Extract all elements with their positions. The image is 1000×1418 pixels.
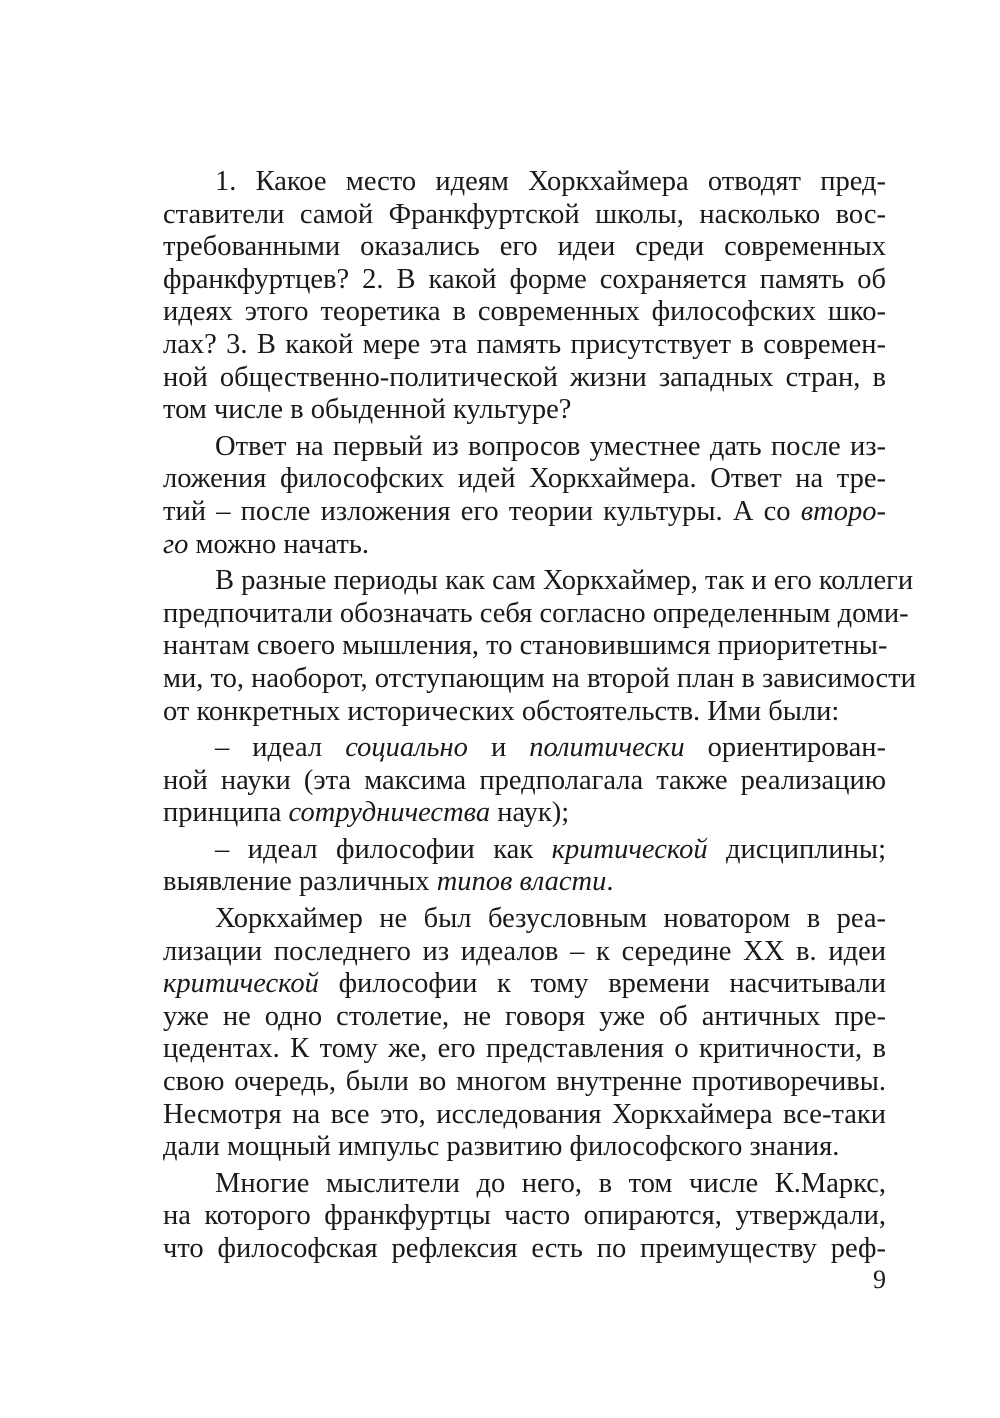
page-body <box>163 166 916 1266</box>
text-line <box>163 496 886 529</box>
text-run: выявление различных <box>163 866 437 898</box>
text-line: ставители самой Франкфуртской школы, насколько вос- <box>163 198 886 230</box>
text-line: лах? 3. В какой мере эта память присутствует в современ- <box>163 328 886 360</box>
text-run: – идеал философии как <box>215 833 552 865</box>
text-run: наук); <box>490 797 570 829</box>
text-line: 1. Какое место идеям Хоркхаймера отводят пред- <box>215 166 886 197</box>
paragraph-2 <box>163 431 886 561</box>
text-line <box>163 732 886 765</box>
text-run: и <box>467 732 530 764</box>
text-run: принципа <box>163 797 289 829</box>
text-line: на которого франкфуртцы часто опираются, утверждали, <box>163 1200 886 1232</box>
paragraph-1 <box>163 166 886 427</box>
text-line <box>163 797 886 830</box>
text-line: что философская рефлексия есть по преимуществу реф- <box>163 1233 886 1264</box>
text-line <box>163 834 886 867</box>
italic-run: типов власти <box>436 866 607 898</box>
text-line: том числе в обыденной культуре? <box>163 394 572 426</box>
paragraph-3 <box>163 565 916 728</box>
text-run: дисциплины; <box>707 833 887 865</box>
page-number: 9 <box>873 1265 886 1294</box>
italic-run: социально <box>345 732 468 764</box>
text-line: ми, то, наоборот, отступающим на второй план в зависимости <box>163 662 916 694</box>
text-line: предпочитали обозначать себя согласно определенным доми- <box>163 597 909 629</box>
text-line: ной науки (эта максима предполагала также реализацию <box>163 764 886 796</box>
text-line <box>163 529 886 562</box>
list-item-2 <box>163 834 886 899</box>
paragraph-6 <box>163 903 886 1164</box>
text-line: франкфуртцев? 2. В какой форме сохраняется память об <box>163 263 886 295</box>
text-line: ложения философских идей Хоркхаймера. Ответ на тре- <box>163 463 886 495</box>
text-line: свою очередь, были во многом внутренне противоречивы. <box>163 1066 886 1098</box>
italic-run: го <box>163 528 189 560</box>
italic-run: политически <box>529 732 685 764</box>
italic-run: сотрудничества <box>288 797 491 829</box>
text-run: – идеал <box>215 732 346 764</box>
text-run: . <box>606 866 614 898</box>
text-line: Ответ на первый из вопросов уместнее дать после из- <box>215 430 886 462</box>
text-line: Хоркхаймер не был безусловным новатором в реа- <box>215 903 886 935</box>
text-line: требованными оказались его идеи среди современных <box>163 231 886 263</box>
text-line: идеях этого теоретика в современных философских шко- <box>163 296 886 328</box>
text-run: философии к тому времени насчитывали <box>318 968 886 1000</box>
italic-run: критической <box>551 833 708 865</box>
text-run: можно начать. <box>188 528 369 560</box>
text-line: уже не одно столетие, не говоря уже об античных пре- <box>163 1000 886 1032</box>
text-line: Несмотря на все это, исследования Хоркхаймера все-таки <box>163 1098 886 1130</box>
italic-run: второ- <box>800 495 886 527</box>
text-line: цедентах. К тому же, его представления о критичности, в <box>163 1033 886 1065</box>
text-line: лизации последнего из идеалов – к середине XX в. идеи <box>163 935 886 967</box>
italic-run: критической <box>163 968 319 1000</box>
text-line: нантам своего мышления, то становившимся приоритетны- <box>163 630 888 662</box>
text-line: В разные периоды как сам Хоркхаймер, так и его коллеги <box>215 565 914 597</box>
text-line: от конкретных исторических обстоятельств. Ими были: <box>163 695 840 727</box>
text-line: Многие мыслители до него, в том числе К.Маркс, <box>215 1167 886 1199</box>
text-line <box>163 866 886 899</box>
text-line: ной общественно-политической жизни западных стран, в <box>163 361 886 393</box>
text-run: ориентирован- <box>684 732 886 764</box>
text-run: тий – после изложения его теории культуры. А со <box>163 495 801 527</box>
text-line <box>163 968 886 1001</box>
text-line: дали мощный импульс развитию философского знания. <box>163 1131 840 1163</box>
list-item-1 <box>163 732 886 830</box>
paragraph-7 <box>163 1168 886 1266</box>
